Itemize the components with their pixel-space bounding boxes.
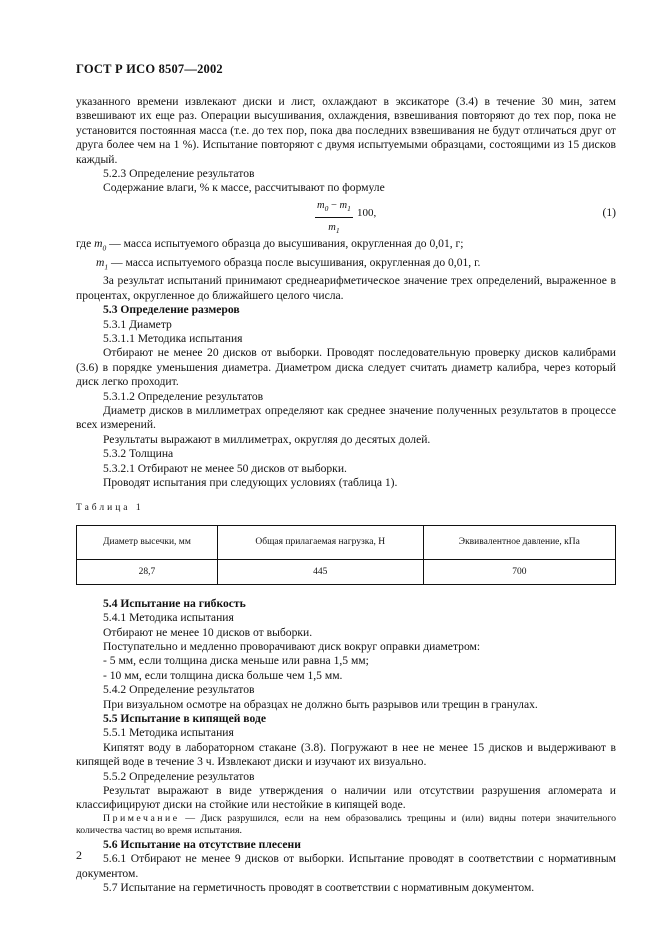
paragraph: За результат испытаний принимают среднеарифметическое значение трех определений, выраженное в процентах, округленное до ближайшего целого числа. (76, 274, 616, 302)
table-header-cell: Общая прилагаемая нагрузка, Н (217, 525, 423, 559)
subsection-heading: 5.3.1.2 Определение результатов (103, 389, 264, 403)
paragraph: Поступательно и медленно проворачивают диск вокруг оправки диаметром: (103, 640, 481, 653)
table-cell: 28,7 (77, 559, 218, 584)
paragraph: При визуальном осмотре на образцах не должно быть разрывов или трещин в гранулах. (103, 697, 538, 711)
section-heading: 5.6 Испытание на отсутствие плесени (103, 837, 301, 851)
formula-denominator: $m_1$ (328, 222, 340, 236)
note (76, 813, 616, 838)
table-cell: 445 (217, 559, 423, 584)
paragraph: 5.6.1 Отбирают не менее 9 дисков от выборки. Испытание проводят в соответствии с нормативным документом. (76, 852, 616, 880)
section-heading: 5.3 Определение размеров (103, 303, 240, 317)
table-1 (76, 525, 616, 585)
paragraph: Содержание влаги, % к массе, рассчитывают по формуле (103, 181, 385, 195)
subsection-heading: 5.2.3 Определение результатов (103, 167, 255, 181)
formula-number: (1) (602, 205, 616, 219)
subsection-heading: 5.5.1 Методика испытания (103, 726, 234, 740)
paragraph: Отбирают не менее 10 дисков от выборки. (103, 625, 313, 639)
paragraph: 5.3.2.1 Отбирают не менее 50 дисков от выборки. (103, 461, 347, 475)
formula-legend-line: $m_1$ — масса испытуемого образца после высушивания, округленная до 0,01, г. (96, 255, 481, 271)
paragraph: Результаты выражают в миллиметрах, округляя до десятых долей. (103, 432, 431, 446)
formula-multiplier: 100, (357, 206, 377, 219)
subsection-heading: 5.5.2 Определение результатов (103, 769, 255, 783)
table-header-cell: Эквивалентное давление, кПа (423, 525, 615, 559)
paragraph: указанного времени извлекают диски и лист, охлаждают в эксикаторе (3.4) в течение 30 мин, затем взвешивают их еще раз. Операции высушивания, охлаждения, взвешивания повторяют до тех пор, пока не установится постоянная масса (т.е. до тех пор, пока два последних взвешивания не будут отличаться друг от друга более чем на 1 %). Испытание повторяют с двумя испытуемыми образцами, состоящими из 15 дисков каждый. (76, 95, 616, 166)
document-header: ГОСТ Р ИСО 8507—2002 (76, 62, 223, 76)
subsection-heading: 5.4.2 Определение результатов (103, 683, 255, 697)
list-item: - 5 мм, если толщина диска меньше или равна 1,5 мм; (103, 654, 369, 668)
note-text: — Диск разрушился, если на нем образовались трещины и (или) видны потери значительного количества частиц во время испытания. (76, 812, 616, 837)
table-header-row (77, 525, 616, 559)
paragraph: Результат выражают в виде утверждения о наличии или отсутствии разрушения агломерата и классифицируют диски на стойкие или нестойкие в кипящей воде. (76, 784, 616, 812)
subsection-heading: 5.3.1 Диаметр (103, 317, 172, 331)
note-label: Примечание (103, 812, 180, 824)
subsection-heading: 5.3.2 Толщина (103, 447, 174, 461)
table-header-cell: Диаметр высечки, мм (77, 525, 218, 559)
formula-numerator: $m_0 - m_1$ (315, 199, 353, 219)
page-number: 2 (76, 848, 82, 862)
section-heading: 5.4 Испытание на гибкость (103, 596, 246, 610)
formula-legend-line: где $m_0$ — масса испытуемого образца до высушивания, округленная до 0,01, г; (76, 236, 464, 253)
table-row (77, 559, 616, 584)
paragraph: Отбирают не менее 20 дисков от выборки. Проводят последовательную проверку дисков калибрами (3.6) в порядке уменьшения диаметра. Диаметром диска следует считать диаметр калибра, через который диск легко проходит. (76, 346, 616, 389)
section-heading: 5.5 Испытание в кипящей воде (103, 712, 266, 726)
paragraph: Проводят испытания при следующих условиях (таблица 1). (103, 475, 398, 489)
table-cell: 700 (423, 559, 615, 584)
paragraph: 5.7 Испытание на герметичность проводят в соответствии с нормативным документом. (103, 881, 535, 895)
subsection-heading: 5.3.1.1 Методика испытания (103, 331, 243, 345)
list-item: - 10 мм, если толщина диска больше чем 1,5 мм. (103, 668, 343, 682)
subsection-heading: 5.4.1 Методика испытания (103, 611, 234, 625)
table-caption: Таблица 1 (76, 503, 144, 514)
document-body (76, 95, 616, 896)
paragraph: Диаметр дисков в миллиметрах определяют как среднее значение полученных результатов в процессе всех измерений. (76, 403, 616, 432)
paragraph: Кипятят воду в лабораторном стакане (3.8). Погружают в нее не менее 15 дисков и выдерживают в кипящей воде в течение 3 ч. Извлекают диски и изучают их визуально. (76, 740, 616, 769)
formula-fraction (315, 199, 353, 239)
formula-moisture (76, 199, 616, 236)
